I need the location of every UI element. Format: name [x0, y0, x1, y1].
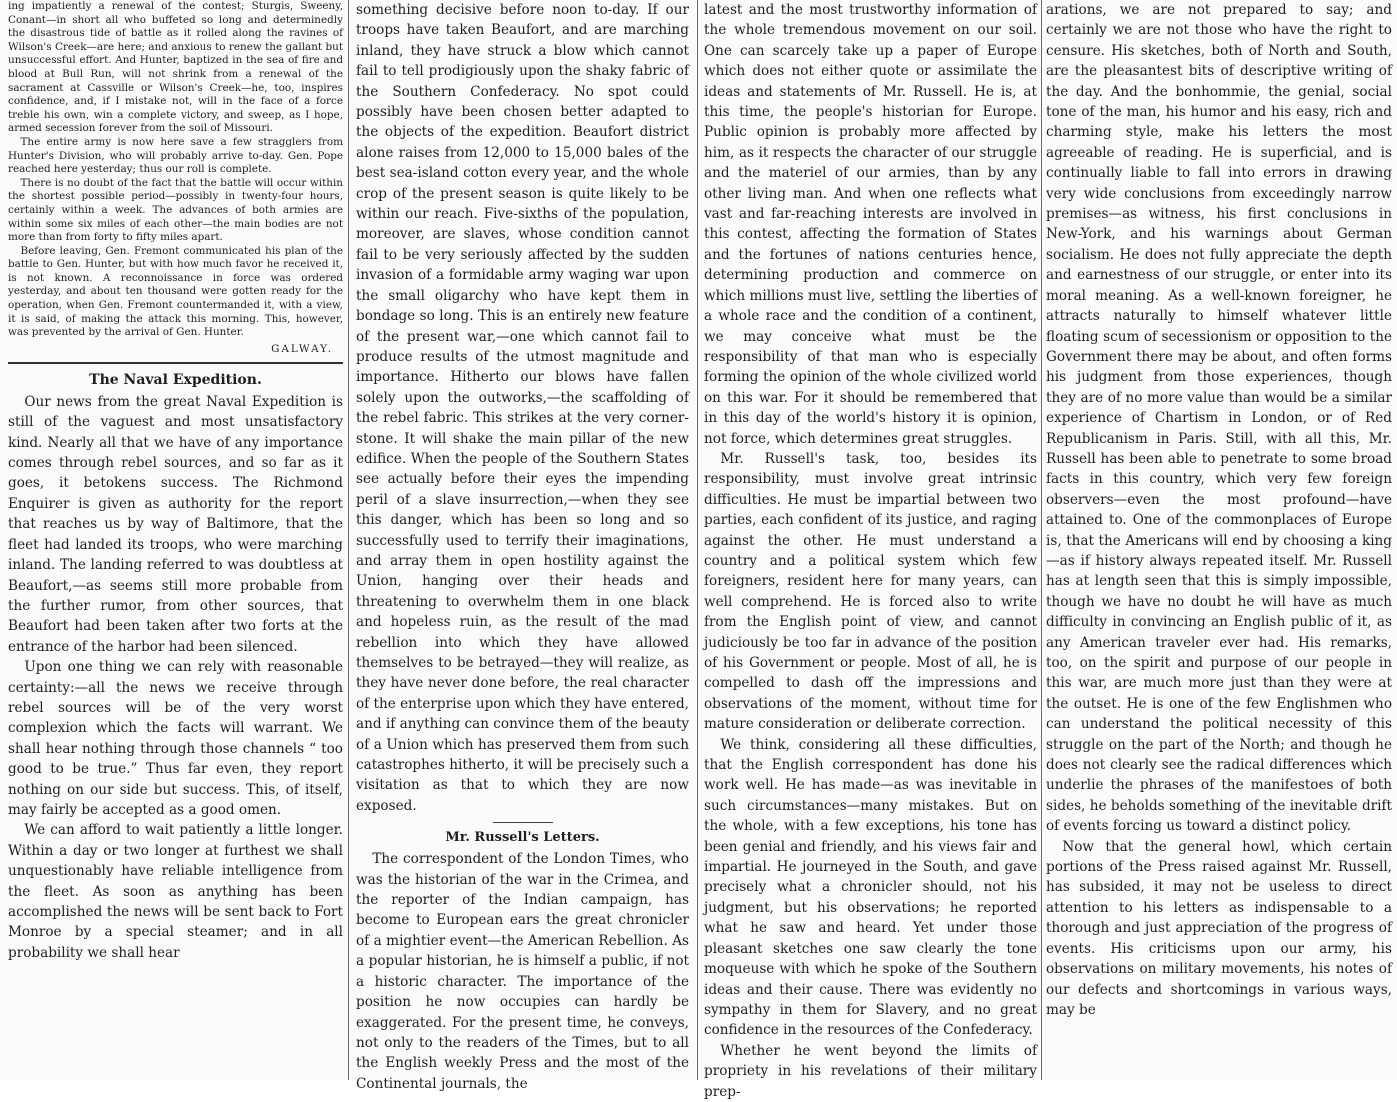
galway-letter [8, 0, 343, 356]
column-3 [704, 0, 1037, 1100]
paragraph: Whether he went beyond the limits of propriety in his revelations of their military prep- [704, 1042, 1037, 1100]
column-rule [697, 0, 698, 1080]
column-rule [1041, 0, 1042, 1080]
column-rule [348, 0, 349, 1080]
paragraph: Now that the general howl, which certain portions of the Press raised against Mr. Russell, has subsided, it may not be useless to direct attention to his letters as indispensable to a thorough and just appreciation of the progress of events. His criticisms upon our army, his observations on military movements, his notes of our defects and shortcomings in various ways, may be [1046, 838, 1392, 1018]
headline-naval-expedition: The Naval Expedition. [89, 371, 262, 388]
paragraph: The entire army is now here save a few stragglers from Hunter's Division, who will probably arrive to-day. Gen. Pope reached here yesterday; thus our roll is complete. [8, 135, 343, 176]
paragraph: We think, considering all these difficulties, that the English correspondent has done his work well. He has made—as was inevitable in such circumstances—many mistakes. But on the whole, with a few exceptions, his tone has been genial and friendly, and his views fair and impartial. He journeyed in the South, and gave precisely what a chronicler should, not his judgment, but his observations; he reported what he saw and heard. Yet under those pleasant sketches one saw clearly the tone moqueuse with which he spoke of the Southern ideas and their cause. There was evidently no sympathy in them for Slavery, and no great confidence in the resources of the Confederacy. [704, 736, 1037, 1039]
section-divider [8, 362, 343, 364]
paragraph: There is no doubt of the fact that the battle will occur within the shortest possible period—possibly in twenty-four hours, certainly within a week. The advances of both armies are within some six miles of each other—the main bodies are not more than from forty to fifty miles apart. [8, 176, 343, 244]
naval-article [8, 392, 343, 963]
column-1 [8, 0, 343, 1080]
paragraph: Upon one thing we can rely with reasonable certainty:—all the news we receive through rebel sources will be of the very worst complexion which the facts will warrant. We shall hear nothing through those channels “ too good to be true.” Thus far even, they report nothing on our side but success. This, of itself, may fairly be accepted as a good omen. [8, 659, 343, 818]
paragraph: something decisive before noon to-day. If our troops have taken Beaufort, and are marching inland, they have struck a blow which cannot fail to tell prodigiously upon the shaky fabric of the Southern Confederacy. No spot could possibly have been chosen better adapted to the objects of the expedition. Beaufort district alone raises from 12,000 to 15,000 bales of the best sea-island cotton every year, and the whole crop of the present season is quite likely to be within our reach. Five-sixths of the population, moreover, are slaves, whose condition cannot fail to be very seriously affected by the sudden invasion of a formidable army waging war upon the small oligarchy who have kept them in bondage so long. This is an entirely new feature of the present war,—one which cannot fail to produce results of the utmost magnitude and importance. Hitherto our blows have fallen solely upon the outworks,—the scaffolding of the rebel fabric. This strikes at the very corner-stone. It will shake the main pillar of the new edifice. When the people of the Southern States see actually before their eyes the impending peril of a slave insurrection,—when they see this danger, which has been so long and so successfully used to terrify their imaginations, and array them in open hostility against the Union, hanging over their heads and threatening to overwhelm them in one black and hopeless ruin, as the result of the mad rebellion into which they have allowed themselves to be betrayed—they will realize, as they have never done before, the real character of the enterprise upon which they have entered, and if anything can convince them of the beauty of a Union which has preserved them from such catastrophes hitherto, it will be precisely such a visitation as that to which they are now exposed. [356, 2, 690, 814]
paragraph: ing impatiently a renewal of the contest; Sturgis, Sweeny, Conant—in short all who buffeted so long and determinedly the disastrous tide of battle as it rolled along the ravines of Wilson's Creek—are here; and anxious to renew the gallant but unsuccessful effort. And Hunter, baptized in the sea of fire and blood at Bull Run, will not shrink from a renewal of the sacrament at Cassville or Wilson's Creek—he, too, inspires confidence, and, if I mistake not, will in the face of a force treble his own, win a complete victory, and sweep, as I hope, armed secession forever from the soil of Missouri. [8, 0, 343, 135]
paragraph: Our news from the great Naval Expedition is still of the vaguest and most unsatisfactory kind. Nearly all that we have of any importance comes through rebel sources, and so far as it goes, it betokens success. The Richmond Enquirer is given as authority for the report that reaches us by way of Baltimore, that the fleet had landed its troops, who were marching inland. The landing referred to was doubtless at Beaufort,—as seems still more probable from the further rumor, from other sources, that Beaufort had been taken after two forts at the entrance of the harbor had been silenced. [8, 393, 343, 655]
paragraph: Mr. Russell's task, too, besides its responsibility, must involve great intrinsic difficulties. He must be impartial between two parties, each confident of its justice, and raging against the other. He must understand a country and a political system which few foreigners, resident here for many years, can well comprehend. He is forced also to write from the English point of view, and cannot judiciously be too far in advance of the position of his Government or people. Most of all, he is compelled to dash off the impressions and observations of the moment, without time for mature consideration or deliberate correction. [704, 450, 1037, 733]
section-divider [493, 822, 553, 823]
signature: GALWAY. [271, 342, 333, 355]
paragraph: arations, we are not prepared to say; and certainly we are not those who have the right to censure. His sketches, both of North and South, are the pleasantest bits of descriptive writing of the day. And the bonhommie, the genial, social tone of the man, his humor and his easy, rich and charming style, make his letters the most agreeable of reading. He is superficial, and is continually liable to fall into errors in drawing very wide conclusions from exceedingly narrow premises—as witness, his first conclusions in New-York, and his warnings about German socialism. He does not fully appreciate the depth and earnestness of our struggle, or enter into its moral meaning. As a well-known foreigner, he attracts naturally to himself whatever little floating scum of secessionism or opposition to the Government there may be about, and often forms his judgment from those experiences, though they are of no more value than would be a similar experience of Chartism in London, or of Red Republicanism in Paris. Still, with all this, Mr. Russell has been able to penetrate to some broad facts in this country, which very few foreign observers—even the most profound—have attained to. One of the commonplaces of Europe is, that the Americans will end by choosing a king—as if history always repeated itself. Mr. Russell has at length seen that this is simply impossible, though we have no doubt he will have as much difficulty in convincing an English public of it, as any American traveler ever had. His remarks, too, on the spirit and purpose of our people in this war, are much more just than they were at the outset. He is one of the few Englishmen who can understand the political necessity of this struggle on the part of the North; and though he does not clearly see the radical differences which underlie the phrases of the manifestoes of both sides, he beholds something of the inevitable drift of events forcing us toward a distinct policy. [1046, 2, 1392, 835]
column-4 [1046, 0, 1392, 1080]
headline-russells-letters: Mr. Russell's Letters. [445, 830, 600, 846]
paragraph: We can afford to wait patiently a little longer. Within a day or two longer at furthest we shall unquestionably have reliable intelligence from the fleet. As soon as anything has been accomplished the news will be sent back to Fort Monroe by a special steamer; and in all probability we shall hear [8, 822, 343, 961]
paragraph: The correspondent of the London Times, who was the historian of the war in the Crimea, and the reporter of the Indian campaign, has become to European ears the great chronicler of a mightier event—the American Rebellion. As a popular historian, he is himself a public, if not a historic character. The importance of the position he now occupies can hardly be exaggerated. For the present time, he conveys, not only to the readers of the Times, but to all the English weekly Press and the most of the Continental journals, the [356, 851, 689, 1092]
paragraph: latest and the most trustworthy information of the whole tremendous movement on our soil. One can scarcely take up a paper of Europe which does not either quote or assimilate the ideas and statements of Mr. Russell. He is, at this time, the people's historian for Europe. Public opinion is probably more affected by him, as it respects the character of our struggle and the materiel of our armies, than by any other living man. And when one reflects what vast and far-reaching interests are involved in this contest, affecting the formation of States and the fortunes of nations centuries hence, determining production and commerce on which millions must live, settling the liberties of a whole race and the condition of a continent, we may conceive what must be the responsibility of that man who is especially forming the opinion of the whole civilized world on this war. For it should be remembered that in this day of the world's history it is opinion, not force, which determines great struggles. [704, 2, 1037, 447]
paragraph: Before leaving, Gen. Fremont communicated his plan of the battle to Gen. Hunter, but with how much favor he received it, is not known. A reconnoissance in force was ordered yesterday, and about ten thousand were gotten ready for the operation, when Gen. Fremont countermanded it, with a view, it is said, of making the attack this morning. This, however, was prevented by the arrival of Gen. Hunter. [8, 244, 343, 339]
column-2 [356, 0, 690, 1092]
